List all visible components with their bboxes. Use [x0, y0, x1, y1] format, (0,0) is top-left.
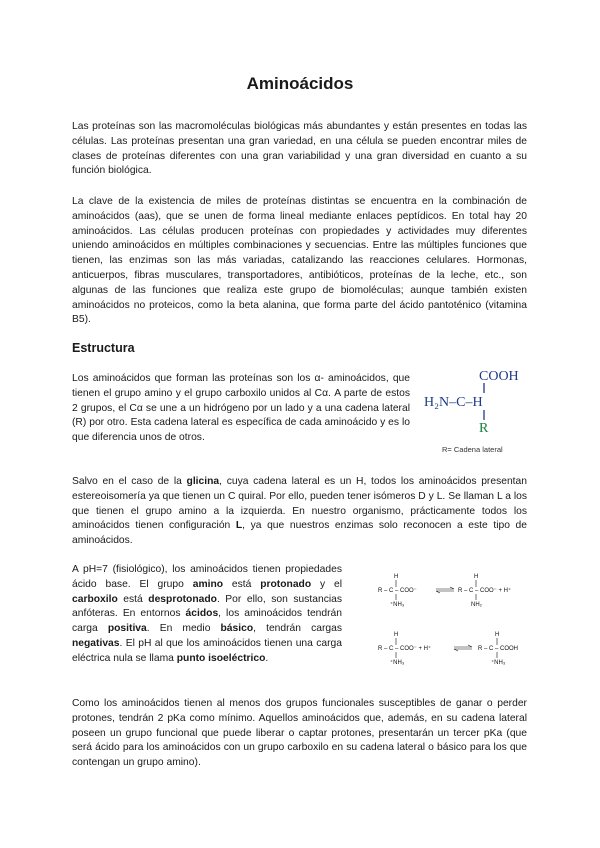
- r-label: R: [479, 421, 489, 436]
- eq2-h-left: H: [394, 632, 399, 638]
- isoelectric-point-term: punto isoeléctrico: [176, 652, 266, 664]
- eq1-nh2: NH₂: [471, 602, 482, 608]
- acid-base-paragraph: A pH=7 (fisiológico), los aminoácidos tienen propiedades ácido base. El grupo amino está protonado y el carboxilo está desprotonado. Por ello, son sustancias anfóteras. En entornos ácidos, los aminoácidos tendrán carga positiva. En medio básico, tendrán cargas negativas. El pH al que los aminoácidos tienen una carga eléctrica nula se llama punto isoeléctrico.: [72, 564, 343, 664]
- h2n-c-h-label: H₂N–C–H: [424, 395, 483, 410]
- amino-acid-structure-figure: [424, 366, 534, 456]
- eq2-nh3-right: ⁺NH₃: [491, 660, 506, 666]
- l-config-term: L: [235, 520, 243, 532]
- glicina-term: glicina: [186, 476, 220, 487]
- stereoisomery-paragraph: Salvo en el caso de la glicina, cuya cadena lateral es un H, todos los aminoácidos presentan estereoisomería ya que tienen un C quiral. Por ello, pueden tener isómeros D y L. Se llaman L a los que tienen el grupo amino a la izquierda. En nuestro organismo, prácticamente todos los aminoácidos tienen configuración L, ya que nuestros enzimas solo reconocen a este tipo de aminoácidos.: [72, 476, 527, 547]
- eq2-right: R – C – COOH: [478, 646, 519, 652]
- eq1-right: R – C – COO⁻ + H⁺: [458, 588, 512, 594]
- section-heading: Estructura: [72, 341, 135, 355]
- eq1-nh3: ⁺NH₃: [390, 602, 405, 608]
- figure-caption: R= Cadena lateral: [442, 445, 503, 454]
- eq1-h-right: H: [474, 574, 479, 580]
- eq2-arrow: [454, 645, 472, 651]
- structure-paragraph: Los aminoácidos que forman las proteínas son los α- aminoácidos, que tienen el grupo amino y el grupo carboxilo unidos al Cα. A parte de estos 2 grupos, el Cα se une a un hidrógeno por un lado y a una cadena lateral (R) por otro. Esta cadena lateral es específica de cada aminoácido y es lo que diferencia unos de otros.: [72, 373, 410, 444]
- intro-paragraph-2: La clave de la existencia de miles de proteínas distintas se encuentra en la combinación de aminoácidos (aas), que se unen de forma lineal mediante enlaces peptídicos. En total hay 20 aminoácidos. Las células producen proteínas con propiedades y actividades muy diferentes uniendo aminoácidos en múltiples combinaciones y secuencias. Entre las múltiples funciones que tienen, las enzimas son las más variadas, catalizando las reacciones celulares. Hormonas, anticuerpos, fibras musculares, transportadores, antibióticos, proteínas de la leche, etc., son algunas de las funciones que realiza este grupo de biomoléculas; aunque también existen aminoácidos no proteicos, como la beta alanina, que forma parte del ácido pantoténico (vitamina B5).: [72, 196, 527, 326]
- eq2-nh3: ⁺NH₃: [390, 660, 405, 666]
- eq2-h-right: H: [495, 632, 500, 638]
- intro-paragraph-1: Las proteínas son las macromoléculas biológicas más abundantes y están presentes en todas las células. Las proteínas presentan una gran variedad, en una célula se pueden encontrar miles de clases de proteínas diferentes con una gran variabilidad y una gran diversidad en cuanto a su función biológica.: [72, 121, 527, 177]
- eq2-left: R – C – COO⁻ + H⁺: [378, 646, 432, 652]
- page-title: Aminoácidos: [246, 74, 354, 93]
- acid-base-equilibria-figure: [372, 570, 542, 680]
- eq1-arrow: [436, 587, 454, 593]
- eq1-left: R – C – COO⁻: [378, 588, 417, 594]
- pka-paragraph: Como los aminoácidos tienen al menos dos grupos funcionales susceptibles de ganar o perder protones, tendrán 2 pKa como mínimo. Aquellos aminoácidos que, además, en su cadena lateral poseen un grupo funcional que puede liberar o captar protones, presentarán un tercer pKa (que será ácido para los aminoácidos con un grupo carboxilo en su cadena lateral o básico para los que contengan un grupo amino).: [72, 698, 527, 769]
- eq1-h-left: H: [394, 574, 399, 580]
- cooh-label: COOH: [479, 369, 519, 384]
